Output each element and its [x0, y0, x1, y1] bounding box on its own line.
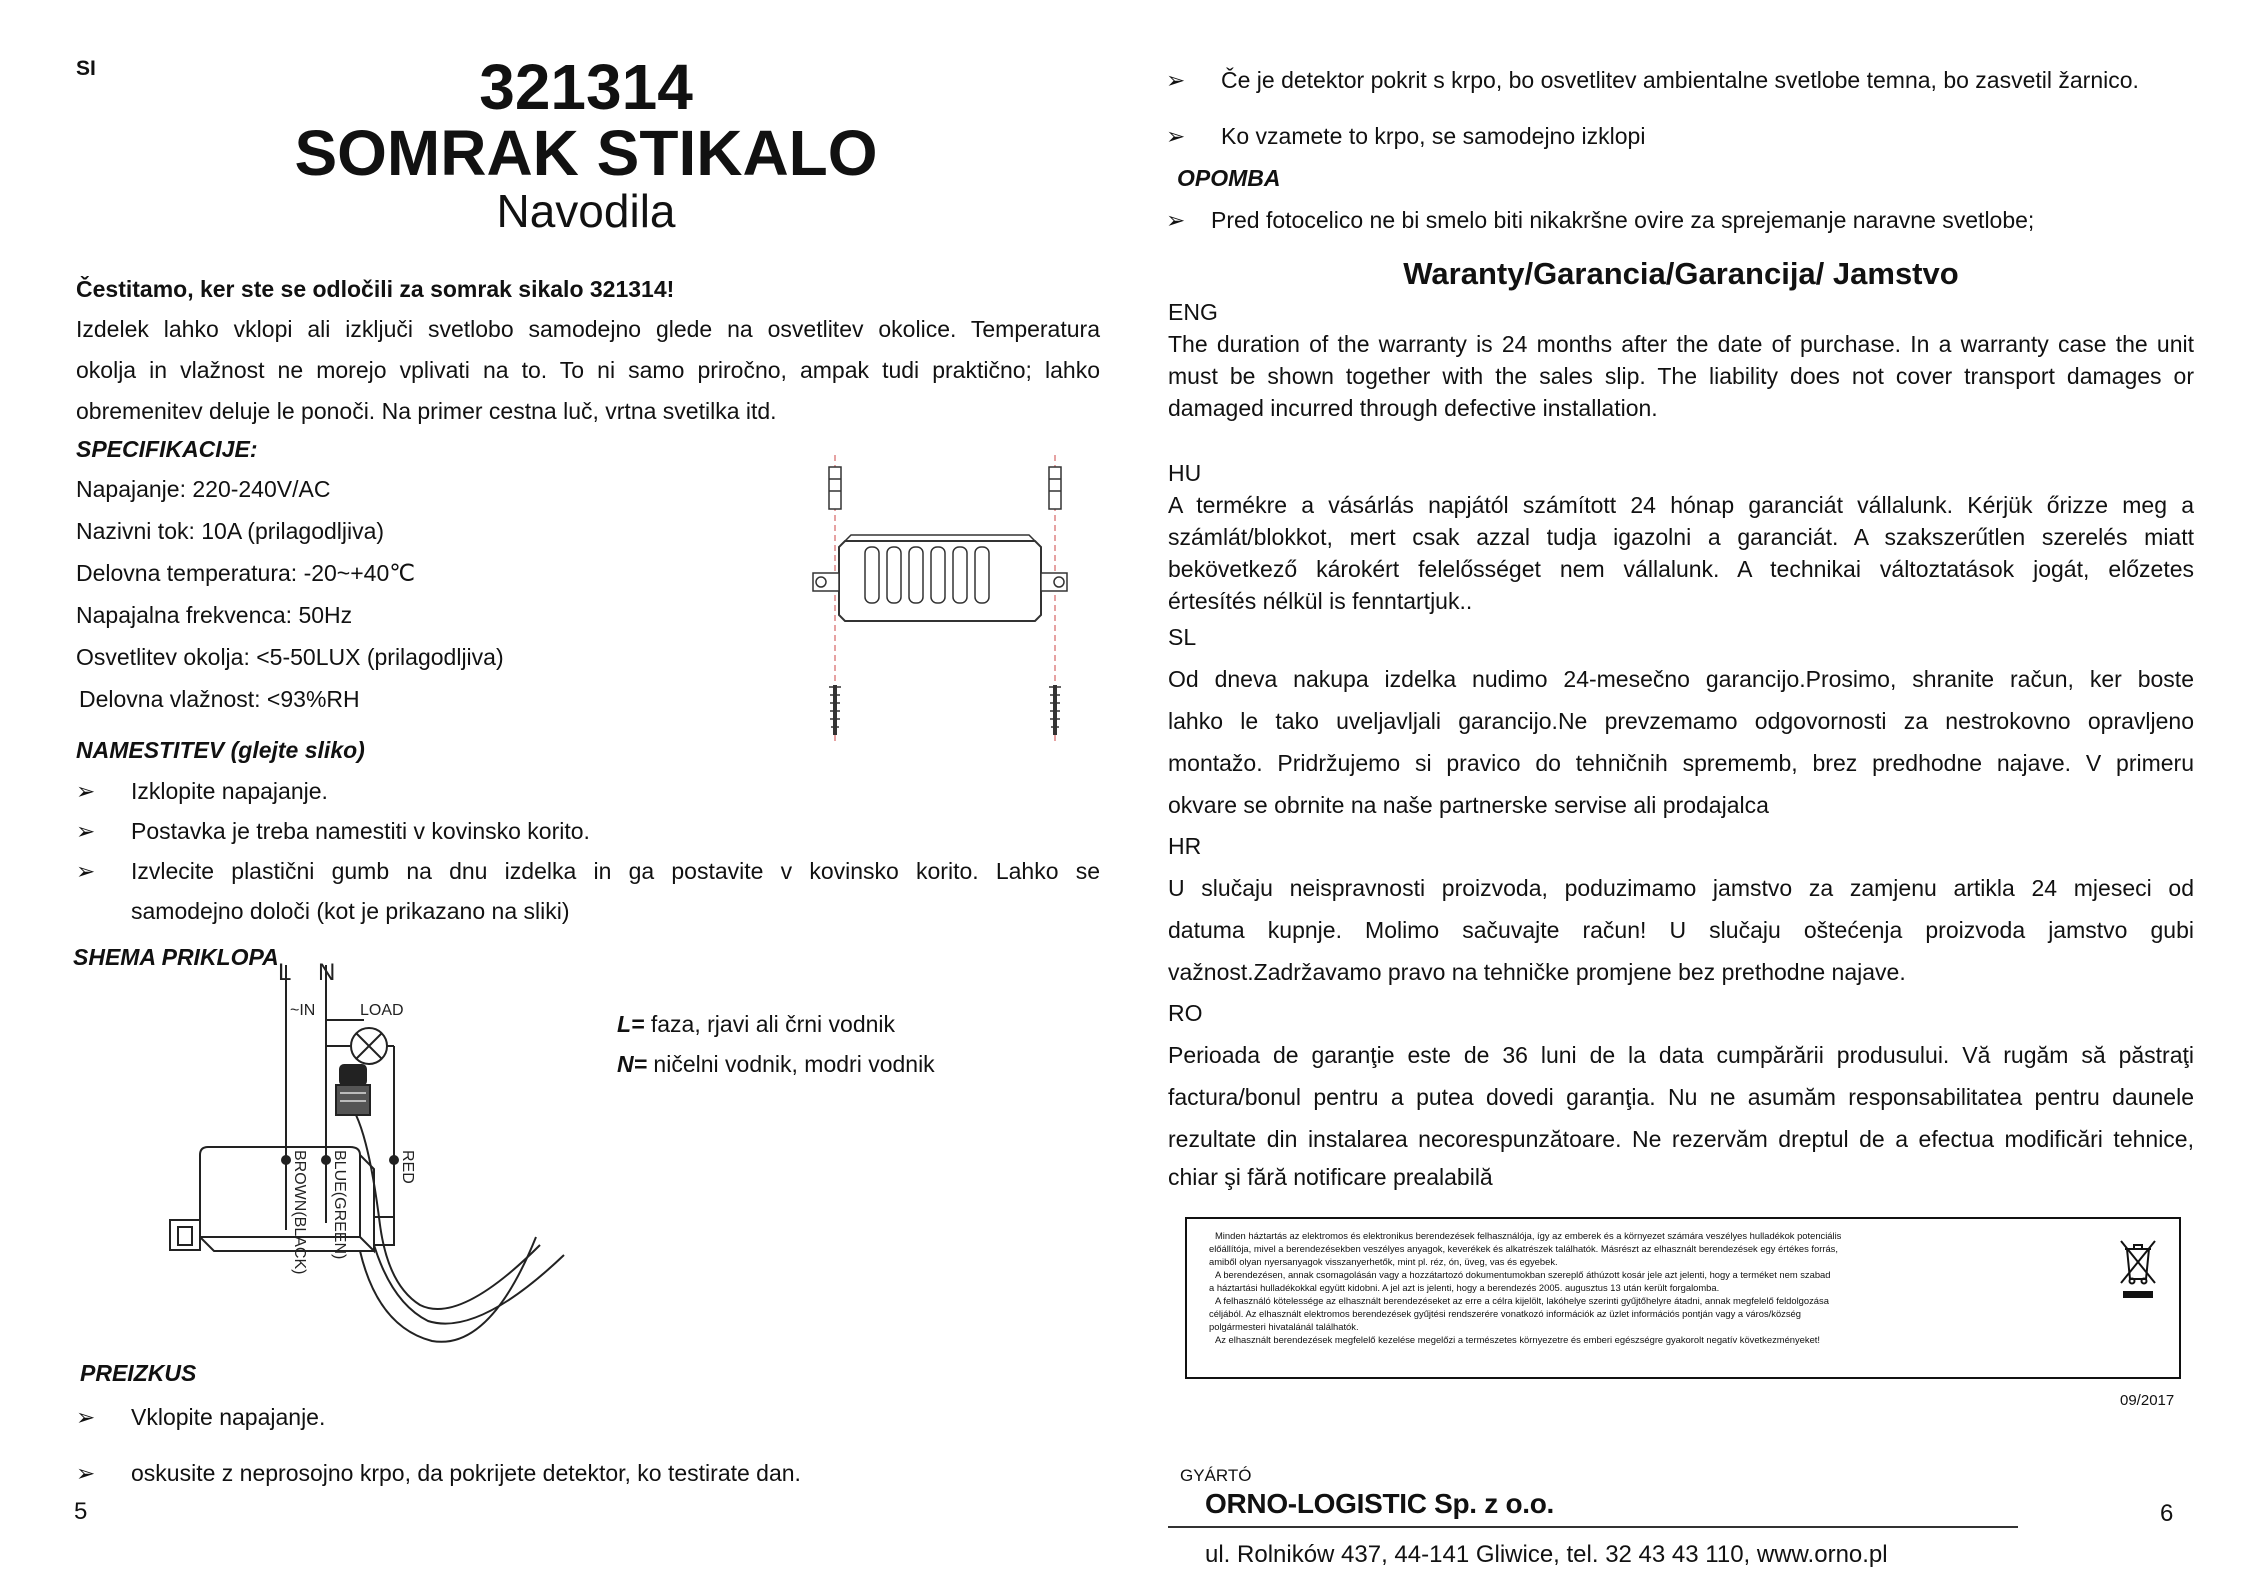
sl-paragraph	[1168, 665, 2194, 833]
hu-line: bekövetkező károkért felelősséget nem vállalunk. A technikai változtatások jogát, előzetes	[1168, 556, 2194, 582]
manufacturer-label: GYÁRTÓ	[1180, 1466, 1252, 1485]
eng-paragraph	[1168, 330, 2194, 426]
spec-item: Osvetlitev okolja: <5-50LUX (prilagodljiva)	[76, 644, 504, 670]
page-number-right: 6	[2160, 1500, 2174, 1527]
footer-rule	[1168, 1526, 2018, 1528]
test-heading: PREIZKUS	[80, 1360, 197, 1386]
hu-line: értesítés nélkül is fenntartjuk..	[1168, 588, 1473, 614]
test-item-text: Ko vzamete to krpo, se samodejno izklopi	[1221, 123, 1646, 149]
load-label: LOAD	[360, 1002, 404, 1019]
eng-line: The duration of the warranty is 24 months after the date of purchase. In a warranty case the unit	[1168, 331, 2194, 357]
eng-line: must be shown together with the sales slip. The liability does not cover transport damages or	[1168, 363, 2194, 389]
legend-L-text: faza, rjavi ali črni vodnik	[644, 1011, 896, 1037]
intro-line: obremenitev deluje le ponoči. Na primer cestna luč, vrtna svetilka itd.	[76, 398, 777, 424]
sl-line: okvare se obrnite na naše partnerske servise ali prodajalca	[1168, 792, 1769, 818]
ro-line: rezultate din instalarea necorespunzătoare. Ne rezervăm dreptul de a efectua modificări tehnice,	[1168, 1126, 2194, 1152]
weee-line: Minden háztartás az elektromos és elektronikus berendezések felhasználója, így az emberek és a környezet számára veszélyes hulladékok potenciális	[1215, 1230, 1842, 1241]
weee-line: előállítója, mivel a berendezésekben veszélyes anyagok, keverékek és alkatrészek találhatók. Másrészt az elhasznált berendezések egy értékes forrás,	[1209, 1243, 1838, 1254]
ro-line: Perioada de garanţie este de 36 luni de la data cumpărării produsului. Vă rugăm să păstraţi	[1168, 1042, 2194, 1068]
sl-line: Od dneva nakupa izdelka nudimo 24-mesečno garancijo.Prosimo, shranite račun, ker boste	[1168, 666, 2194, 692]
install-item-text: Izklopite napajanje.	[131, 778, 328, 804]
product-code: 321314	[479, 51, 693, 123]
legend-N	[617, 1050, 935, 1078]
product-name: SOMRAK STIKALO	[294, 117, 878, 189]
hu-paragraph	[1168, 491, 2194, 619]
weee-line: a háztartási hulladékokkal együtt kidobni. A jel azt is jelenti, hogy a berendezés 2005. augusztus 13 után került forgalomba.	[1209, 1282, 1720, 1293]
lang-tag: SI	[76, 57, 96, 80]
wiring-heading: SHEMA PRIKLOPA	[73, 944, 279, 970]
eng-line: damaged incurred through defective installation.	[1168, 395, 1658, 421]
spec-item: Delovna temperatura: -20~+40℃	[76, 560, 416, 586]
note-item-text: Pred fotocelico ne bi smelo biti nikakršne ovire za sprejemanje naravne svetlobe;	[1211, 207, 2035, 233]
hr-line: datuma kupnje. Molimo sačuvajte račun! U slučaju oštećenja proizvoda jamstvo gubi	[1168, 917, 2194, 943]
weee-line: amiből olyan nyersanyagok visszanyerhetők, mint pl. réz, ón, üveg, vas és egyebek.	[1209, 1256, 1558, 1267]
sl-tag: SL	[1168, 624, 1197, 650]
manufacturer-name: ORNO-LOGISTIC Sp. z o.o.	[1205, 1488, 1555, 1519]
subtitle: Navodila	[496, 185, 676, 237]
sl-line: lahko le tako uveljavljali garancijo.Ne prevzemamo odgovornosti za nestrokovno opravljeno	[1168, 708, 2194, 734]
intro-line: Izdelek lahko vklopi ali izključi svetlobo samodejno glede na osvetlitev okolice. Temperatura	[76, 316, 1100, 342]
legend-L-key: L=	[617, 1011, 645, 1037]
ro-tag: RO	[1168, 1000, 1203, 1026]
page-number-left: 5	[74, 1498, 88, 1525]
manufacturer-address: ul. Rolników 437, 44-141 Gliwice, tel. 32 43 43 110, www.orno.pl	[1205, 1541, 1888, 1568]
install-item-text: Izvlecite plastični gumb na dnu izdelka in ga postavite v kovinsko korito. Lahko se	[131, 858, 1100, 884]
congrats-line: Čestitamo, ker ste se odločili za somrak sikalo 321314!	[76, 276, 675, 302]
legend-N-text: ničelni vodnik, modri vodnik	[647, 1051, 935, 1077]
spec-item: Napajalna frekvenca: 50Hz	[76, 602, 353, 628]
weee-line: Az elhasznált berendezések megfelelő kezelése megelőzi a természetes környezetre és emberi egészségre gyakorolt negatív következményeket!	[1215, 1334, 1821, 1345]
intro-paragraph	[76, 315, 1100, 438]
intro-line: okolja in vlažnost ne morejo vplivati na to. To ni samo priročno, ampak tudi praktično; lahko	[76, 357, 1100, 383]
hr-line: U slučaju neispravnosti proizvoda, poduzimamo jamstvo za zamjenu artikla 24 mjeseci od	[1168, 875, 2194, 901]
crossed-bin-icon	[2117, 1237, 2159, 1301]
input-label: ~IN	[290, 1002, 316, 1019]
wire-label-N: N	[318, 959, 336, 986]
wire-label-L: L	[278, 959, 292, 986]
spec-heading: SPECIFIKACIJE:	[76, 436, 258, 462]
test-item-text: Vklopite napajanje.	[131, 1404, 326, 1430]
install-heading: NAMESTITEV (glejte sliko)	[76, 737, 365, 763]
hu-line: számlát/blokkot, mert csak azzal tudja igazolni a garanciát. A szakszerűtlen szerelés miatt	[1168, 524, 2194, 550]
spec-item: Delovna vlažnost: <93%RH	[79, 686, 360, 712]
spec-item: Nazivni tok: 10A (prilagodljiva)	[76, 518, 385, 544]
weee-notice-box	[1185, 1217, 2181, 1379]
red-wire-label: RED	[399, 1150, 416, 1184]
sl-line: montažo. Pridržujemo si pravico do tehničnih sprememb, brez predhodne najave. V primeru	[1168, 750, 2194, 776]
mounting-diagram	[805, 455, 1095, 750]
ro-paragraph	[1168, 1041, 2194, 1201]
ro-line: factura/bonul pentru a putea dovedi garanţia. Nu ne asumăm responsabilitatea pentru daunele	[1168, 1084, 2194, 1110]
print-date: 09/2017	[2120, 1392, 2175, 1409]
legend-N-key: N=	[617, 1051, 648, 1077]
hr-tag: HR	[1168, 833, 1202, 859]
warranty-title: Waranty/Garancia/Garancija/ Jamstvo	[1403, 256, 1959, 291]
hu-line: A termékre a vásárlás napjától számított 24 hónap garanciát vállalunk. Kérjük őrizze meg a	[1168, 492, 2194, 518]
hu-tag: HU	[1168, 460, 1202, 486]
spec-list	[76, 475, 836, 727]
blue-wire-label: BLUE(GREEN)	[331, 1150, 348, 1260]
eng-tag: ENG	[1168, 299, 1218, 325]
hr-line: važnost.Zadržavamo pravo na tehničke promjene bez prethodne najave.	[1168, 959, 1906, 985]
test-item-text: oskusite z neprosojno krpo, da pokrijete detektor, ko testirate dan.	[131, 1460, 801, 1486]
weee-line: A berendezésen, annak csomagolásán vagy a hozzátartozó dokumentumokban szereplő áthúzott kosár jele azt jelenti, hogy a terméket nem szabad	[1215, 1269, 1831, 1280]
weee-line: A felhasználó kötelessége az elhasznált berendezéseket az erre a célra kijelölt, lakóhelye szerinti gyűjtőhelyre átadni, annak megfelelő feldolgozása	[1215, 1295, 1829, 1306]
weee-line: céljából. Az elhasznált elektromos berendezések gyűjtési rendszerére vonatkozó információk az üzlet információs pontján vagy a város/község	[1209, 1308, 1801, 1319]
hr-paragraph	[1168, 874, 2194, 1000]
note-heading: OPOMBA	[1177, 165, 1281, 191]
wiring-diagram	[160, 955, 580, 1360]
ro-line: chiar şi fără notificare prealabilă	[1168, 1164, 1493, 1190]
test-item-text: Če je detektor pokrit s krpo, bo osvetlitev ambientalne svetlobe temna, bo zasvetil žarnico.	[1221, 67, 2139, 93]
brown-wire-label: BROWN(BLACK)	[291, 1150, 308, 1275]
install-item-text: samodejno določi (kot je prikazano na sliki)	[131, 898, 570, 924]
spec-item: Napajanje: 220-240V/AC	[76, 476, 331, 502]
install-item-text: Postavka je treba namestiti v kovinsko korito.	[131, 818, 590, 844]
legend-L	[617, 1010, 895, 1038]
weee-line: polgármesteri hivatalánál találhatók.	[1209, 1321, 1359, 1332]
